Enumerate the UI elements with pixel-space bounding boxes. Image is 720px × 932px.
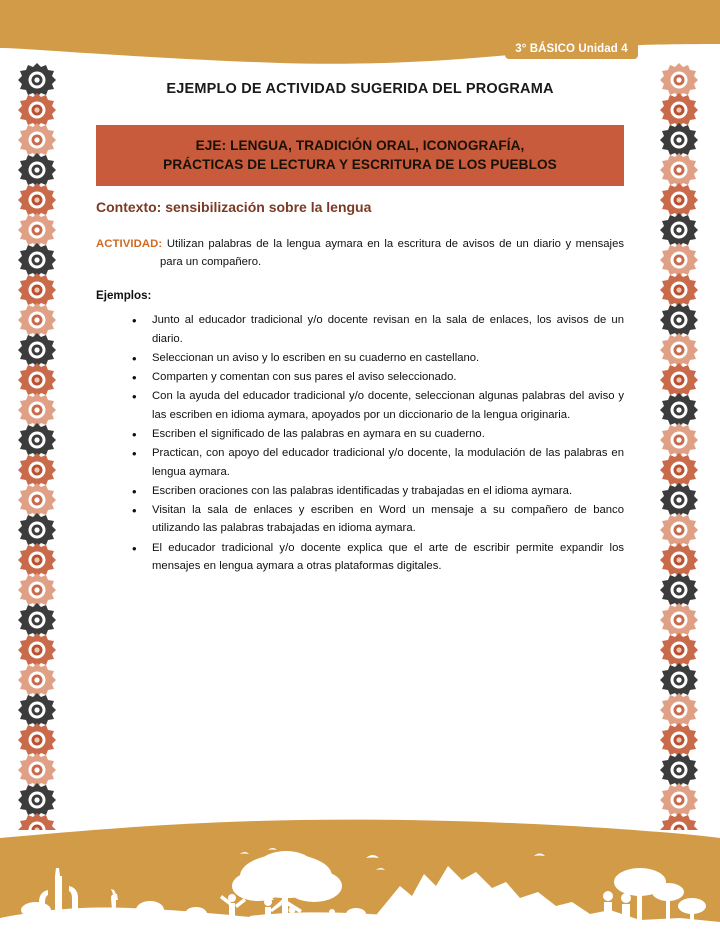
list-item: • Escriben oraciones con las palabras identificadas y trabajadas en el idioma aymara. [130, 482, 624, 500]
andean-medallion-border-right [659, 62, 699, 830]
list-item: • Practican, con apoyo del educador tradicional y/o docente, la modulación de las palabras en lengua aymara. [130, 444, 624, 481]
examples-heading: Ejemplos: [96, 289, 152, 303]
eje-banner [96, 125, 624, 187]
list-item: • Con la ayuda del educador tradicional y/o docente, seleccionan algunas palabras del aviso y las escriben en idioma aymara, apoyados por un diccionario de la lengua originaria. [130, 387, 624, 424]
list-item: • Escriben el significado de las palabras en aymara en su cuaderno. [130, 425, 624, 443]
page-title: EJEMPLO DE ACTIVIDAD SUGERIDA DEL PROGRAMA [166, 81, 554, 97]
activity-paragraph [96, 235, 624, 272]
list-item: • Visitan la sala de enlaces y escriben en Word un mensaje a su compañero de banco utilizando las palabras trabajadas en idioma aymara. [130, 501, 624, 538]
document-content [96, 80, 624, 576]
list-item: • Comparten y comentan con sus pares el aviso seleccionado. [130, 368, 624, 386]
list-item: • Seleccionan un aviso y lo escriben en su cuaderno en castellano. [130, 349, 624, 367]
context-heading: Contexto: sensibilización sobre la lengua [96, 199, 372, 216]
unit-badge-connector [592, 20, 595, 40]
eje-banner-line-1: EJE: LENGUA, TRADICIÓN ORAL, ICONOGRAFÍA, [195, 137, 525, 153]
list-item: • Junto al educador tradicional y/o docente revisan en la sala de enlaces, los avisos de un diario. [130, 311, 624, 348]
altiplano-silhouette-band [0, 814, 720, 932]
list-item: • El educador tradicional y/o docente explica que el arte de escribir permite expandir los mensajes en lengua aymara a otras plataformas digitales. [130, 539, 624, 576]
medallion-column-left-svg [17, 62, 57, 830]
examples-list [96, 311, 624, 575]
eje-banner-line-2: PRÁCTICAS DE LECTURA Y ESCRITURA DE LOS PUEBLOS [163, 157, 557, 173]
activity-text: Utilizan palabras de la lengua aymara en la escritura de avisos de un diario y mensajes para un compañero. [160, 237, 624, 268]
unit-badge: 3° BÁSICO Unidad 4 [505, 38, 638, 59]
medallion-column-right-svg [659, 62, 699, 830]
andean-medallion-border-left [17, 62, 57, 830]
activity-label: ACTIVIDAD: [96, 237, 163, 250]
